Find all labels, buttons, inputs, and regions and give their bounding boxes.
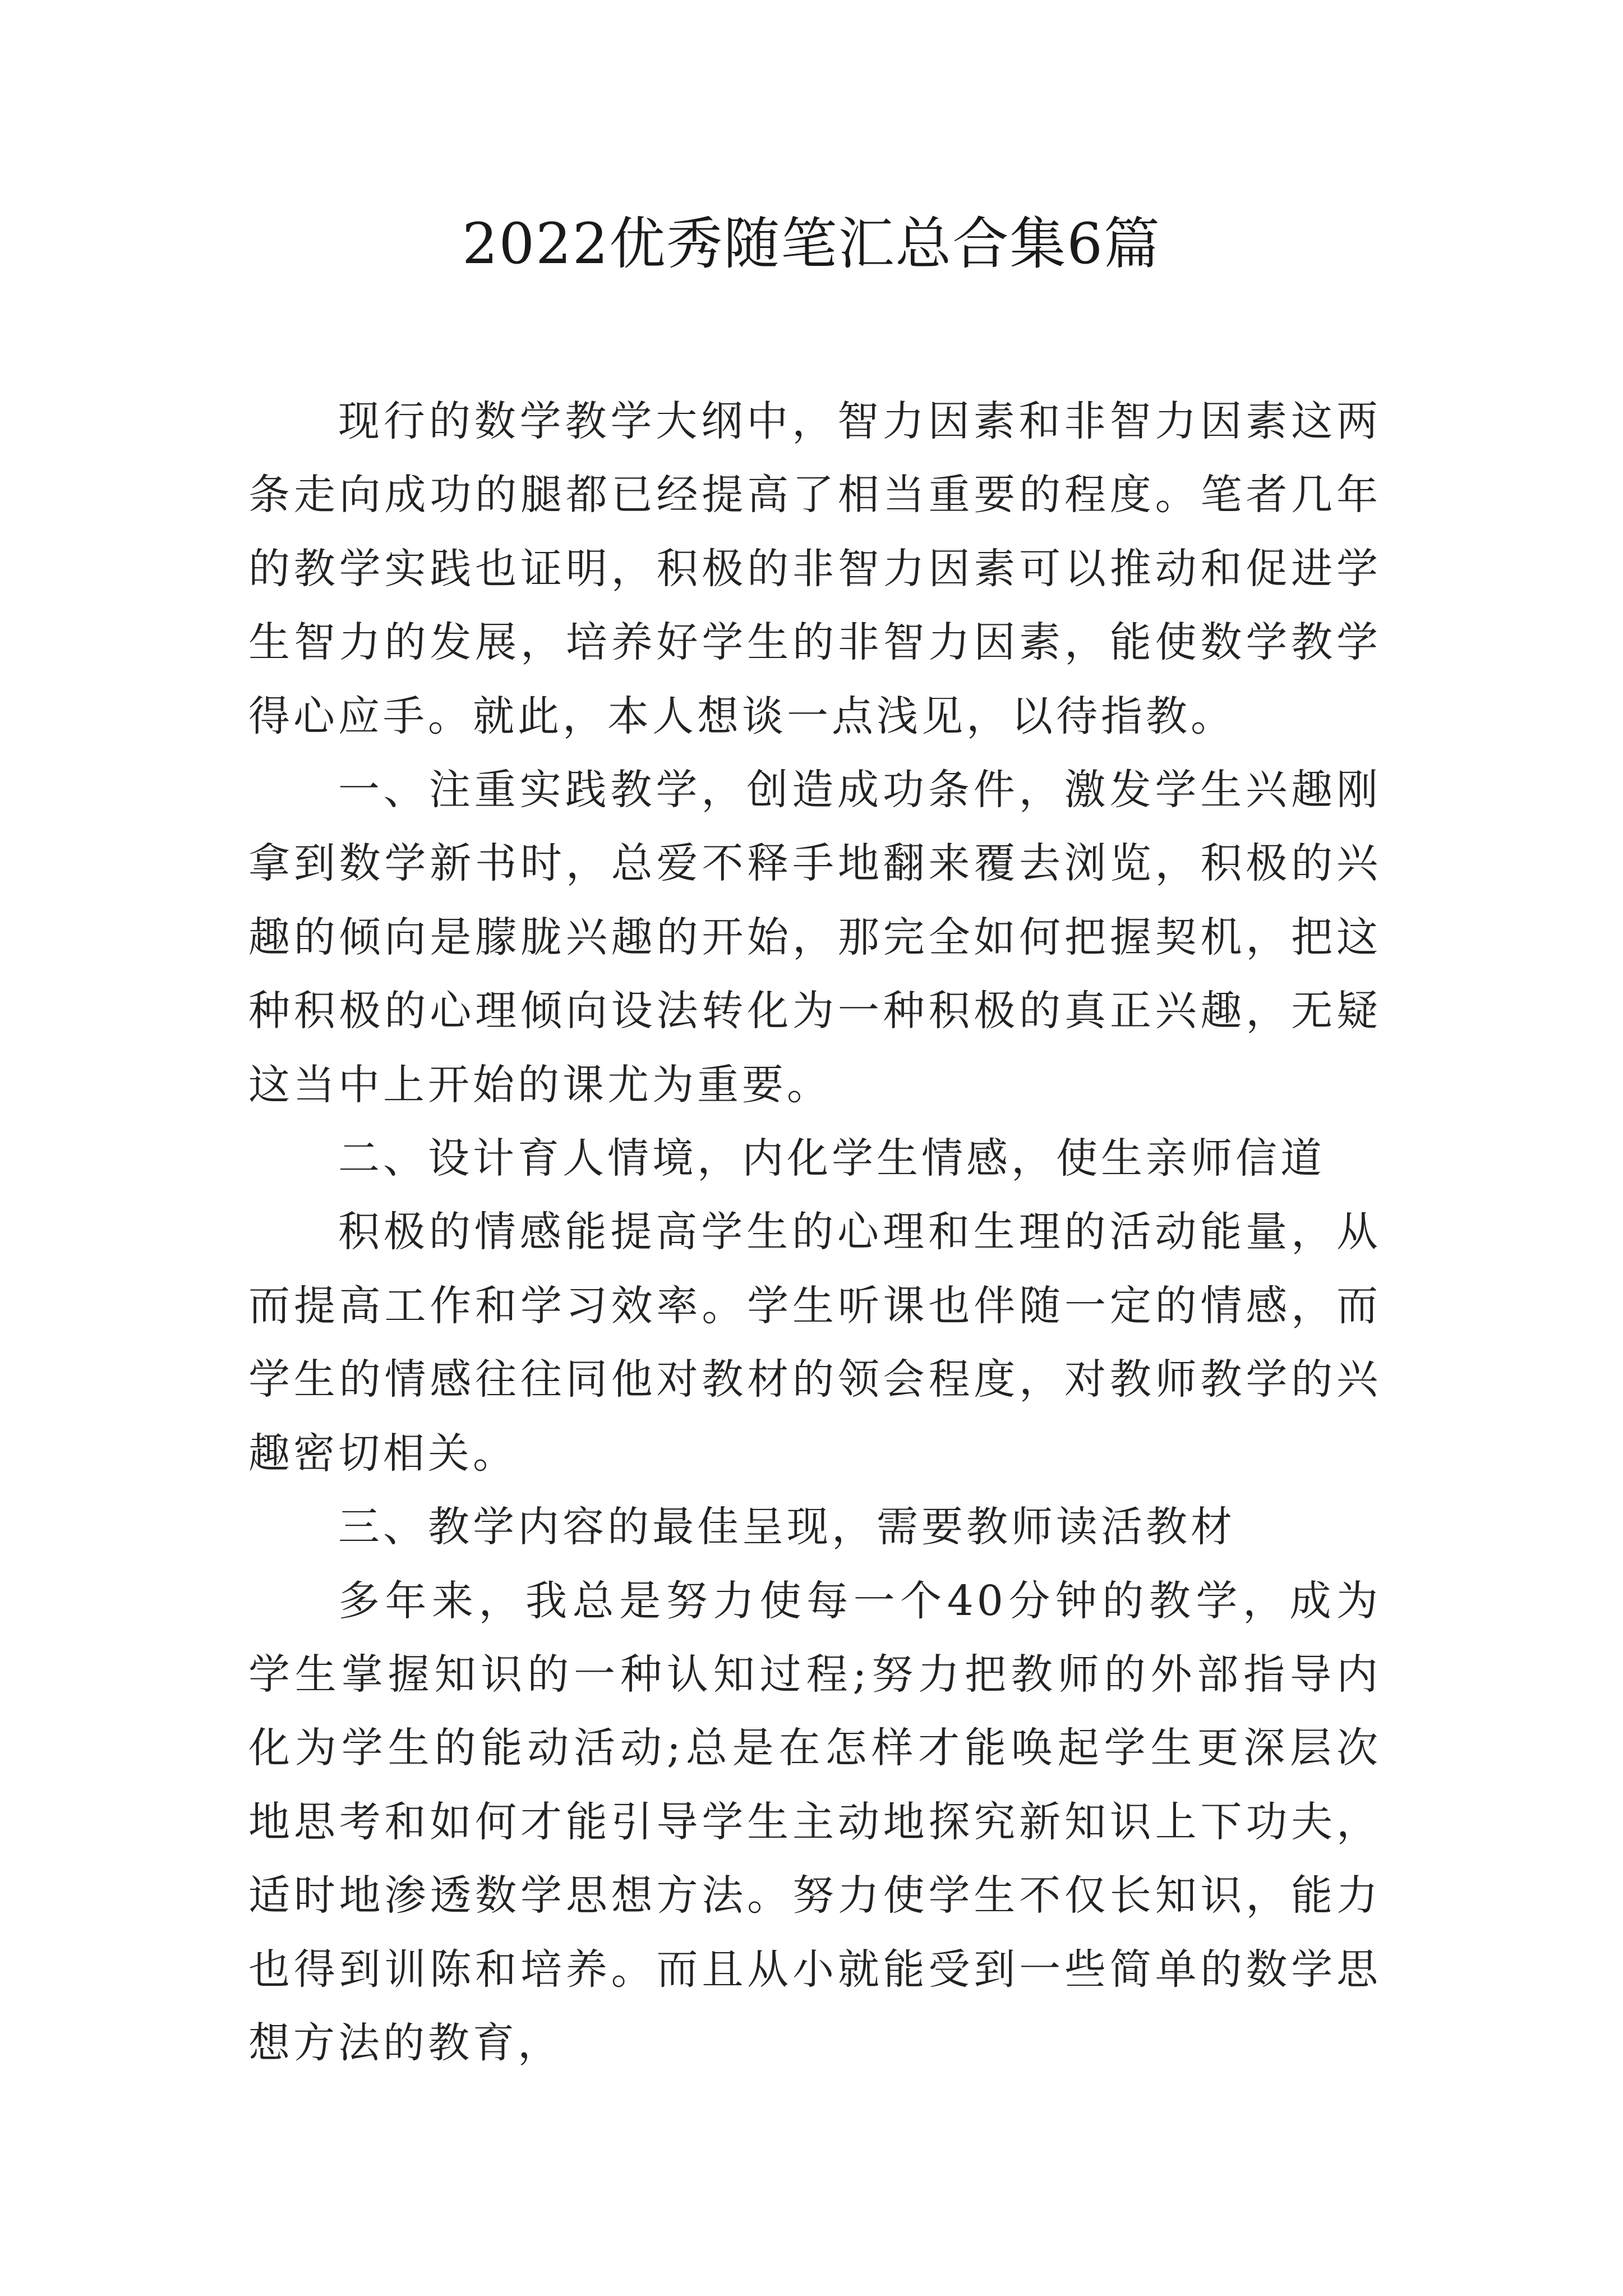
document-title: 2022优秀随笔汇总合集6篇: [462, 211, 1161, 277]
paragraph-section-three: 多年来，我总是努力使每一个40分钟的教学，成为学生掌握知识的一种认知过程;努力把教师的外部指导内化为学生的能动活动;总是在怎样才能唤起学生更深层次地思考和如何才能引导学生主动地探究新知识上下功夫，适时地渗透数学思想方法。努力使学生不仅长知识，能力也得到训陈和培养。而且从小就能受到一些简单的数学思想方法的教育，: [248, 1576, 1381, 2067]
heading-section-three: 三、教学内容的最佳呈现，需要教师读活教材: [338, 1503, 1235, 1552]
heading-section-two: 二、设计育人情境，内化学生情感，使生亲师信道: [338, 1134, 1325, 1183]
document-body: [248, 385, 1381, 2080]
paragraph-section-two: 积极的情感能提高学生的心理和生理的活动能量，从而提高工作和学习效率。学生听课也伴随一定的情感，而学生的情感往往同他对教材的领会程度，对教师教学的兴趣密切相关。: [248, 1208, 1381, 1478]
paragraph-intro: 现行的数学教学大纲中，智力因素和非智力因素这两条走向成功的腿都已经提高了相当重要的程度。笔者几年的教学实践也证明，积极的非智力因素可以推动和促进学生智力的发展，培养好学生的非智力因素，能使数学教学得心应手。就此，本人想谈一点浅见，以待指教。: [248, 397, 1381, 740]
paragraph-section-one: 一、注重实践教学，创造成功条件，激发学生兴趣刚拿到数学新书时，总爱不释手地翻来覆去浏览，积极的兴趣的倾向是朦胧兴趣的开始，那完全如何把握契机，把这种积极的心理倾向设法转化为一种积极的真正兴趣，无疑这当中上开始的课尤为重要。: [248, 766, 1381, 1109]
